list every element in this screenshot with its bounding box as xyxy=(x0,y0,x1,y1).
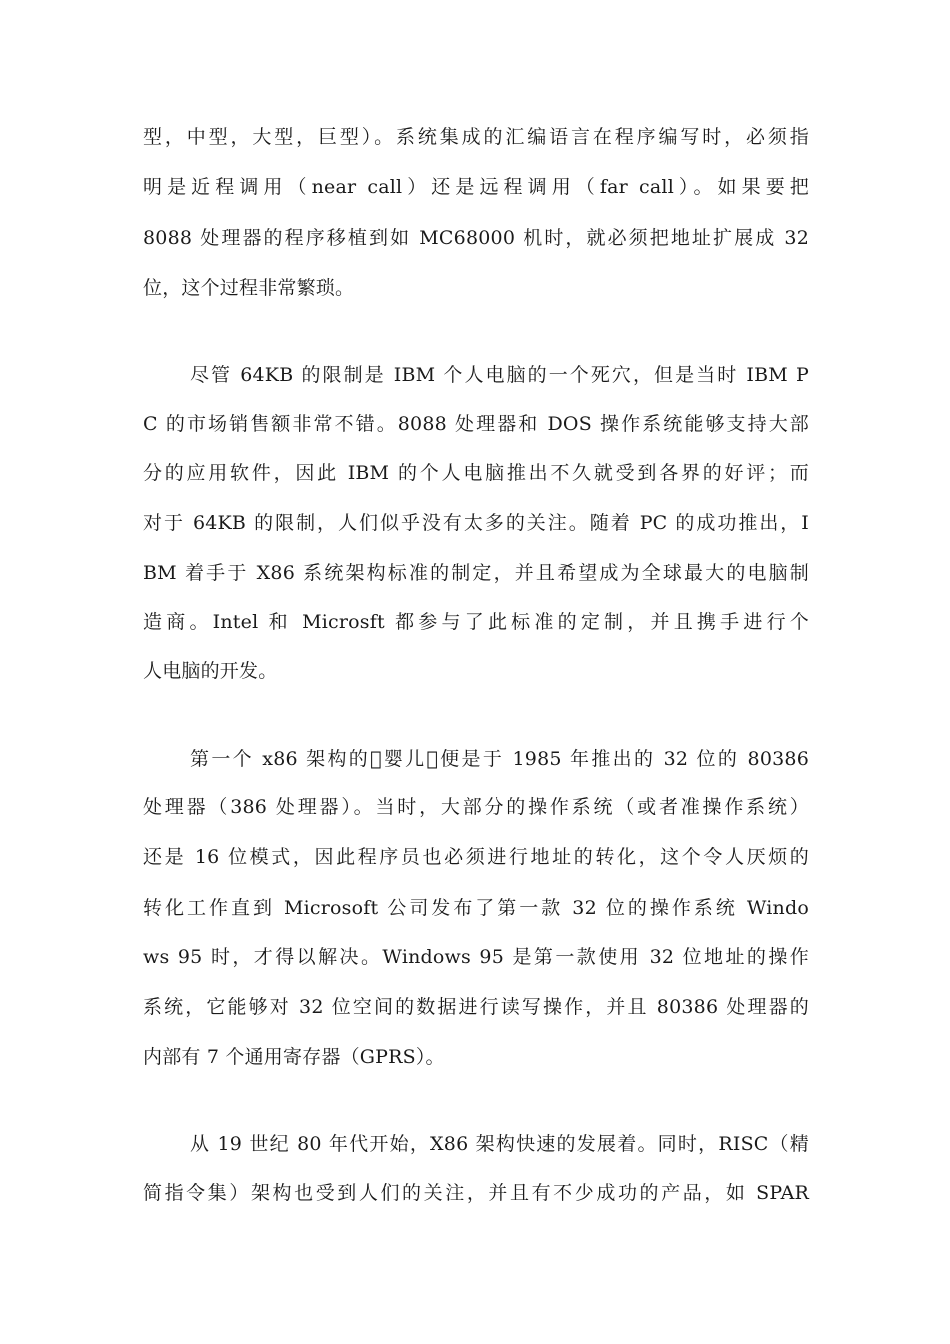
text-line: 从 19 世纪 80 年代开始，X86 架构快速的发展着。同时，RISC（精 xyxy=(190,1133,809,1155)
text-line: 位，这个过程非常繁琐。 xyxy=(143,277,355,299)
text-line: 还是 16 位模式，因此程序员也必须进行地址的转化，这个令人厌烦的 xyxy=(143,846,809,868)
text-line: C 的市场销售额非常不错。8088 处理器和 DOS 操作系统能够支持大部 xyxy=(143,413,809,435)
text-line: 简指令集）架构也受到人们的关注，并且有不少成功的产品，如 SPAR xyxy=(143,1182,809,1204)
text-line: 尽管 64KB 的限制是 IBM 个人电脑的一个死穴，但是当时 IBM P xyxy=(190,364,809,386)
text-line: BM 着手于 X86 系统架构标准的制定，并且希望成为全球最大的电脑制 xyxy=(143,562,809,584)
text-line: 处理器（386 处理器）。当时，大部分的操作系统（或者准操作系统） xyxy=(143,796,809,818)
text-line: 造商。Intel 和 Microsft 都参与了此标准的定制，并且携手进行个 xyxy=(143,611,809,633)
text-line: 明是近程调用（near call）还是远程调用（far call）。如果要把 xyxy=(143,176,809,198)
text-line: 型，中型，大型，巨型）。系统集成的汇编语言在程序编写时，必须指 xyxy=(143,126,809,148)
text-line: 人电脑的开发。 xyxy=(143,660,278,682)
text-line: 转化工作直到 Microsoft 公司发布了第一款 32 位的操作系统 Windo xyxy=(143,897,809,919)
text-line: 第一个 x86 架构的 婴儿 便是于 1985 年推出的 32 位的 80386 xyxy=(190,748,809,770)
text-line: 内部有 7 个通用寄存器（GPRS）。 xyxy=(143,1046,445,1068)
text-line: 对于 64KB 的限制，人们似乎没有太多的关注。随着 PC 的成功推出，I xyxy=(143,512,809,534)
text-line: 分的应用软件，因此 IBM 的个人电脑推出不久就受到各界的好评；而 xyxy=(143,462,809,484)
text-line: 8088 处理器的程序移植到如 MC68000 机时，就必须把地址扩展成 32 xyxy=(143,227,809,249)
text-line: 系统，它能够对 32 位空间的数据进行读写操作，并且 80386 处理器的 xyxy=(143,996,809,1018)
text-line: ws 95 时，才得以解决。Windows 95 是第一款使用 32 位地址的操作 xyxy=(143,946,809,968)
